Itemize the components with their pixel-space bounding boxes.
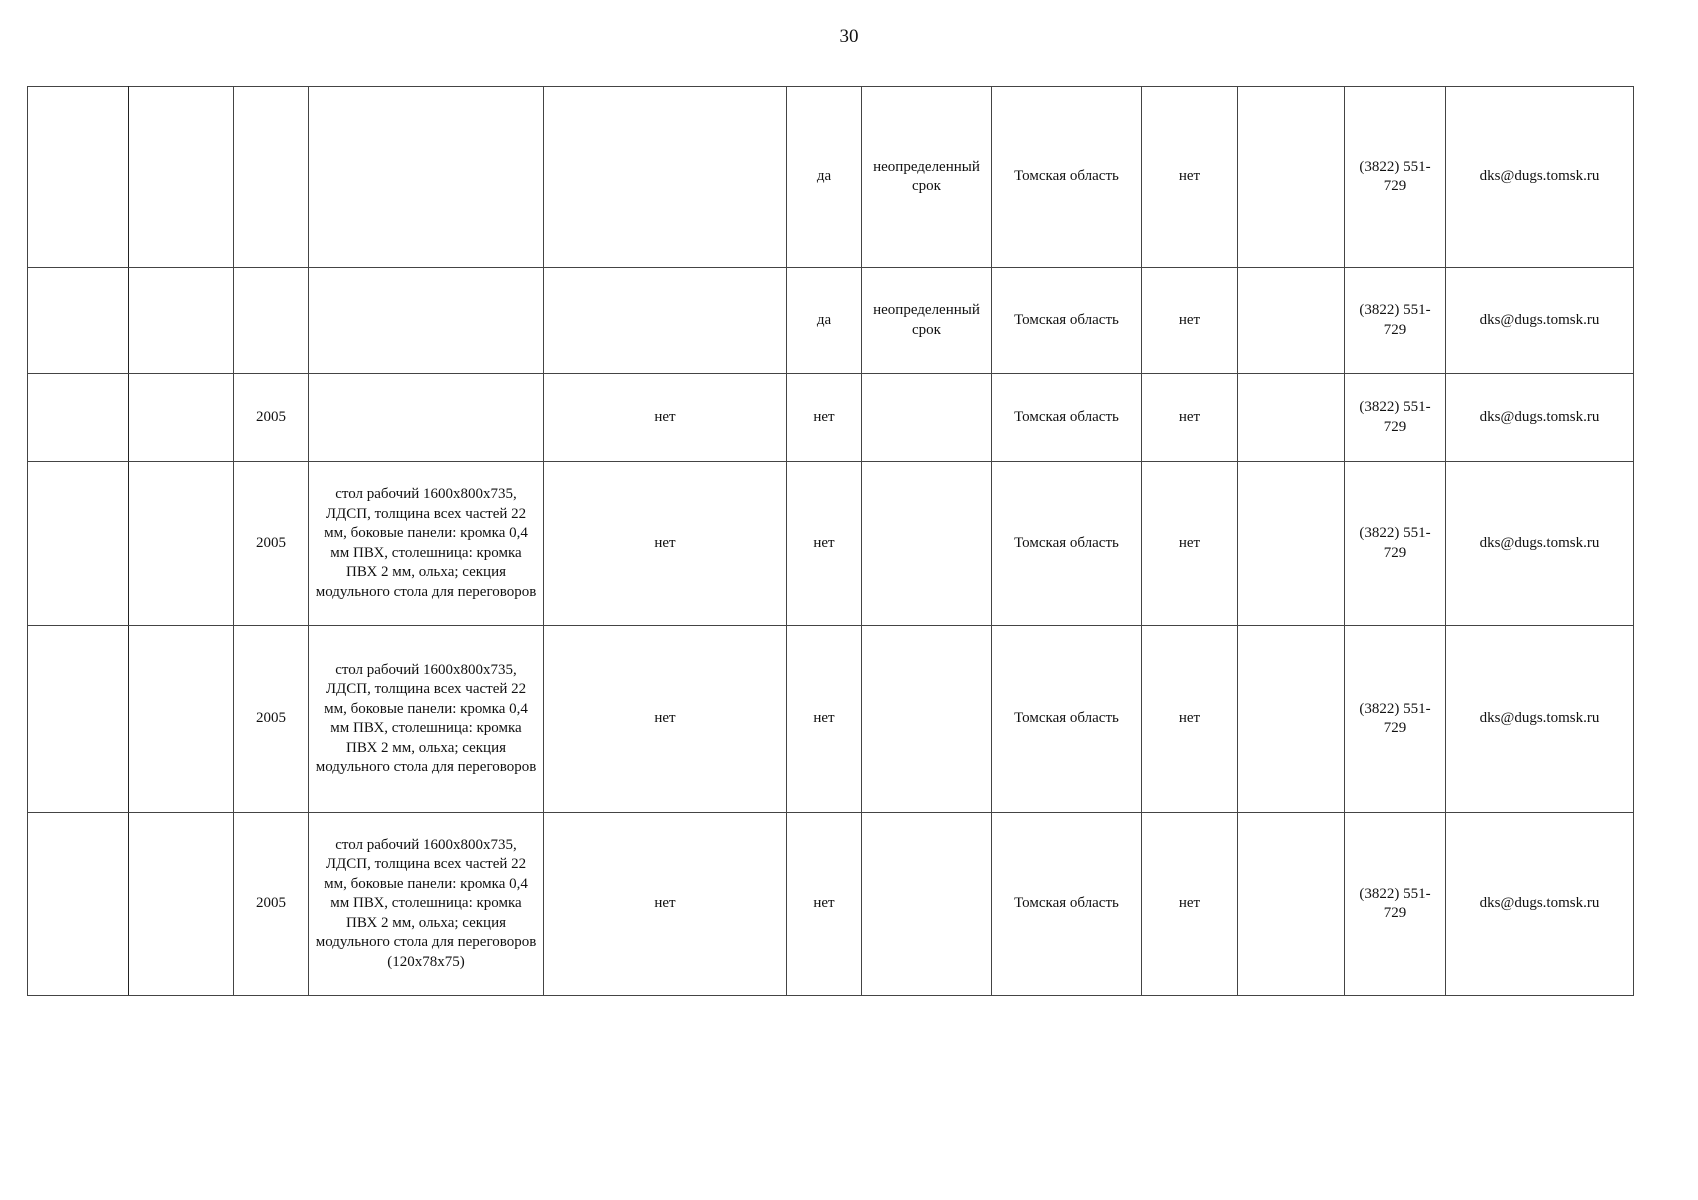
cell-col5: нет <box>544 374 787 462</box>
cell-region: Томская область <box>992 813 1142 996</box>
cell-email: dks@dugs.tomsk.ru <box>1446 813 1634 996</box>
cell-col10 <box>1238 374 1345 462</box>
cell-col10 <box>1238 268 1345 374</box>
cell-term <box>862 626 992 813</box>
cell-col9: нет <box>1142 374 1238 462</box>
cell-region: Томская область <box>992 462 1142 626</box>
cell-col6: да <box>787 87 862 268</box>
cell-col6: нет <box>787 626 862 813</box>
cell-col6: нет <box>787 374 862 462</box>
cell-phone: (3822) 551-729 <box>1345 813 1446 996</box>
cell-col1 <box>28 813 129 996</box>
cell-year <box>234 87 309 268</box>
cell-email: dks@dugs.tomsk.ru <box>1446 268 1634 374</box>
cell-phone: (3822) 551-729 <box>1345 268 1446 374</box>
cell-description: стол рабочий 1600x800x735, ЛДСП, толщина всех частей 22 мм, боковые панели: кромка 0,4 мм ПВХ, столешница: кромка ПВХ 2 мм, ольха; секция модульного стола для переговоров (120x78x75) <box>309 813 544 996</box>
cell-term <box>862 374 992 462</box>
cell-col1 <box>28 268 129 374</box>
cell-email: dks@dugs.tomsk.ru <box>1446 374 1634 462</box>
cell-col5: нет <box>544 462 787 626</box>
cell-phone: (3822) 551-729 <box>1345 462 1446 626</box>
cell-col9: нет <box>1142 268 1238 374</box>
cell-col9: нет <box>1142 87 1238 268</box>
cell-description <box>309 268 544 374</box>
cell-year: 2005 <box>234 462 309 626</box>
table-row <box>28 374 1634 462</box>
cell-col1 <box>28 374 129 462</box>
cell-year: 2005 <box>234 374 309 462</box>
property-register-table <box>27 86 1634 996</box>
cell-email: dks@dugs.tomsk.ru <box>1446 87 1634 268</box>
cell-col5: нет <box>544 813 787 996</box>
cell-col1 <box>28 626 129 813</box>
cell-description: стол рабочий 1600x800x735, ЛДСП, толщина всех частей 22 мм, боковые панели: кромка 0,4 мм ПВХ, столешница: кромка ПВХ 2 мм, ольха; секция модульного стола для переговоров <box>309 626 544 813</box>
cell-col2 <box>129 813 234 996</box>
cell-phone: (3822) 551-729 <box>1345 87 1446 268</box>
cell-col6: нет <box>787 462 862 626</box>
cell-col5 <box>544 268 787 374</box>
cell-year <box>234 268 309 374</box>
cell-col5 <box>544 87 787 268</box>
cell-col9: нет <box>1142 626 1238 813</box>
table-row <box>28 268 1634 374</box>
cell-col1 <box>28 462 129 626</box>
table-row <box>28 813 1634 996</box>
cell-year: 2005 <box>234 813 309 996</box>
cell-description: стол рабочий 1600x800x735, ЛДСП, толщина всех частей 22 мм, боковые панели: кромка 0,4 мм ПВХ, столешница: кромка ПВХ 2 мм, ольха; секция модульного стола для переговоров <box>309 462 544 626</box>
cell-phone: (3822) 551-729 <box>1345 626 1446 813</box>
table-row <box>28 462 1634 626</box>
cell-term <box>862 462 992 626</box>
cell-year: 2005 <box>234 626 309 813</box>
cell-col6: да <box>787 268 862 374</box>
cell-term <box>862 813 992 996</box>
cell-description <box>309 374 544 462</box>
cell-col2 <box>129 374 234 462</box>
cell-col10 <box>1238 87 1345 268</box>
cell-region: Томская область <box>992 87 1142 268</box>
table-row <box>28 626 1634 813</box>
cell-term: неопределенный срок <box>862 268 992 374</box>
cell-region: Томская область <box>992 268 1142 374</box>
cell-col2 <box>129 626 234 813</box>
cell-col10 <box>1238 813 1345 996</box>
page-number: 30 <box>839 26 859 47</box>
cell-col1 <box>28 87 129 268</box>
cell-col10 <box>1238 626 1345 813</box>
cell-col2 <box>129 268 234 374</box>
cell-region: Томская область <box>992 374 1142 462</box>
cell-col2 <box>129 87 234 268</box>
cell-col9: нет <box>1142 462 1238 626</box>
cell-col10 <box>1238 462 1345 626</box>
cell-col9: нет <box>1142 813 1238 996</box>
table-row <box>28 87 1634 268</box>
cell-email: dks@dugs.tomsk.ru <box>1446 462 1634 626</box>
cell-col5: нет <box>544 626 787 813</box>
cell-col6: нет <box>787 813 862 996</box>
cell-region: Томская область <box>992 626 1142 813</box>
cell-email: dks@dugs.tomsk.ru <box>1446 626 1634 813</box>
cell-phone: (3822) 551-729 <box>1345 374 1446 462</box>
cell-term: неопределенный срок <box>862 87 992 268</box>
cell-description <box>309 87 544 268</box>
cell-col2 <box>129 462 234 626</box>
